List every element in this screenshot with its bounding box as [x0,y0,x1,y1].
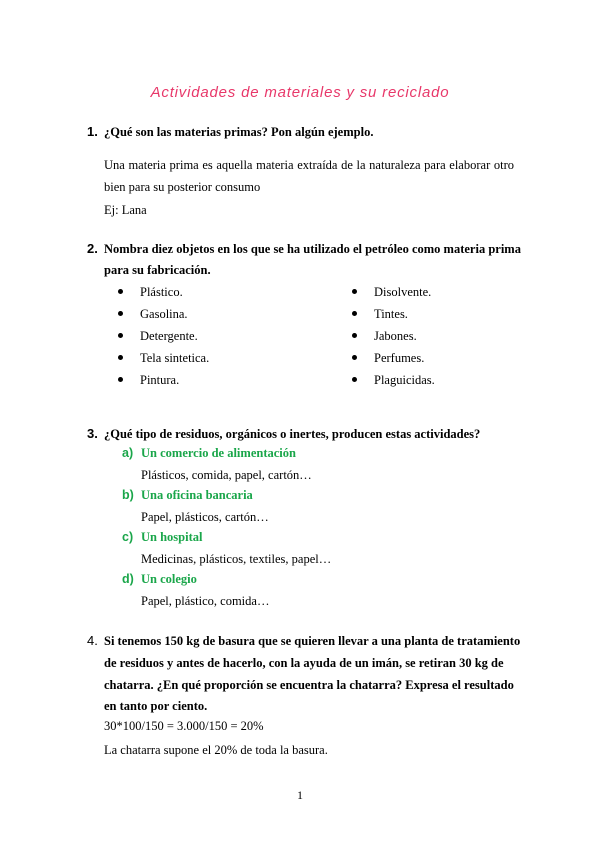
question-1-number: 1. [87,124,98,139]
list-item: Plástico. [118,283,318,305]
subitem-c-letter: c) [122,530,134,544]
page-number: 1 [297,788,303,802]
question-2-text-line2: para su fabricación. [104,263,211,277]
list-item: Disolvente. [352,283,532,305]
list-item: Tintes. [352,305,532,327]
petroleum-items-left [118,283,318,393]
question-1-example: Ej: Lana [104,203,147,217]
question-2-text-line1: Nombra diez objetos en los que se ha utilizado el petróleo como materia prima [104,242,521,256]
question-4-text-line2: de residuos y antes de hacerlo, con la ayuda de un imán, se retiran 30 kg de [104,656,504,670]
list-item: Plaguicidas. [352,371,532,393]
subitem-d-letter: d) [122,572,134,586]
bullet-icon [352,289,357,294]
question-4-number: 4. [87,633,98,648]
question-2-number: 2. [87,241,98,256]
bullet-icon [118,333,123,338]
subitem-b-answer: Papel, plásticos, cartón… [141,510,269,524]
question-4-conclusion: La chatarra supone el 20% de toda la basura. [104,743,328,757]
subitem-d-label: Un colegio [141,572,197,586]
bullet-icon [352,355,357,360]
bullet-icon [118,311,123,316]
subitem-a-letter: a) [122,446,134,460]
list-item: Detergente. [118,327,318,349]
question-4-text-line1: Si tenemos 150 kg de basura que se quieren llevar a una planta de tratamiento [104,634,521,648]
question-4-text-line4: en tanto por ciento. [104,699,208,713]
bullet-icon [352,377,357,382]
question-4-calculation: 30*100/150 = 3.000/150 = 20% [104,719,264,733]
list-item: Pintura. [118,371,318,393]
bullet-icon [352,311,357,316]
subitem-a-answer: Plásticos, comida, papel, cartón… [141,468,312,482]
list-item: Jabones. [352,327,532,349]
question-3-text: ¿Qué tipo de residuos, orgánicos o inertes, producen estas actividades? [104,427,481,441]
subitem-c-label: Un hospital [141,530,203,544]
question-4-text-line3: chatarra. ¿En qué proporción se encuentra la chatarra? Expresa el resultado [104,678,514,692]
bullet-icon [118,377,123,382]
subitem-c-answer: Medicinas, plásticos, textiles, papel… [141,552,332,566]
subitem-d-answer: Papel, plástico, comida… [141,594,270,608]
page-title: Actividades de materiales y su reciclado [150,84,450,101]
bullet-icon [352,333,357,338]
bullet-icon [118,289,123,294]
subitem-a-label: Un comercio de alimentación [141,446,296,460]
question-1-answer: Una materia prima es aquella materia extraída de la naturaleza para elaborar otro bien para su posterior consumo [104,158,514,194]
subitem-b-label: Una oficina bancaria [141,488,253,502]
list-item: Gasolina. [118,305,318,327]
question-1-text: ¿Qué son las materias primas? Pon algún ejemplo. [104,125,374,139]
list-item: Tela sintetica. [118,349,318,371]
bullet-icon [118,355,123,360]
question-3-number: 3. [87,426,98,441]
petroleum-items-right [352,283,532,393]
subitem-b-letter: b) [122,488,134,502]
list-item: Perfumes. [352,349,532,371]
